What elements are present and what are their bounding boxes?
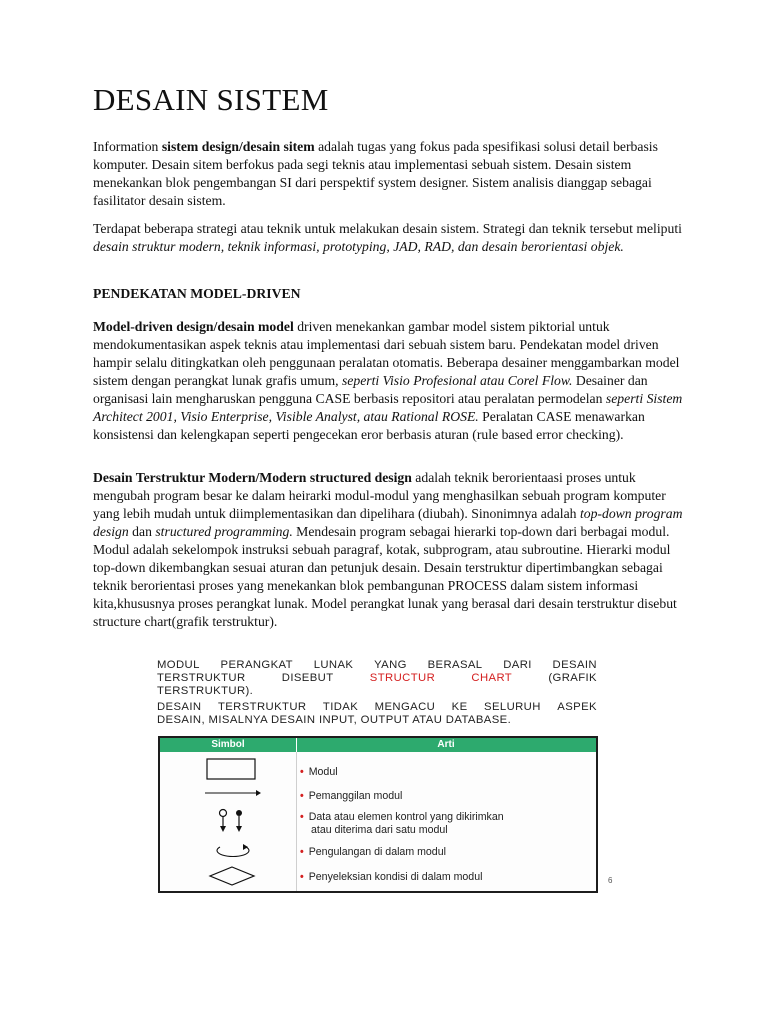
table-header	[160, 738, 596, 752]
slide-line-5: DESAIN, MISALNYA DESAIN INPUT, OUTPUT ATAU DATABASE.	[157, 714, 512, 726]
model-driven-paragraph: Model-driven design/desain model driven menekankan gambar model sistem piktorial untuk mendokumentasikan aspek teknis atau implementasi dari sebuah sistem baru. Pendekatan model driven hampir selalu ditingkatkan oleh penggunaan peralatan otomatis. Beberapa desainer menggambarkan model sistem dengan perangkat lunak grafis umum, seperti Visio Profesional atau Corel Flow. Desainer dan organisasi lain mengharuskan pengguna CASE berbasis repositori atau peralatan permodelan seperti Sistem Architect 2001, Visio Enterprise, Visible Analyst, atau Rational ROSE. Peralatan CASE menawarkan konsistensi dan kelengkapan seperti pengecekan eror berbasis aturan (rule based error checking).	[93, 319, 683, 442]
intro-paragraph-2: Terdapat beberapa strategi atau teknik untuk melakukan desain sistem. Strategi dan teknik tersebut meliputi desain struktur modern, teknik informasi, prototyping, JAD, RAD, dan desain berorientasi objek.	[93, 221, 682, 254]
table-row: • Modul	[300, 766, 338, 778]
table-row: • Penyeleksian kondisi di dalam modul	[300, 871, 483, 883]
symbol-table	[158, 736, 598, 893]
header-meaning: Arti	[437, 739, 455, 750]
structure-chart-slide	[150, 655, 620, 895]
slide-line-3: TERSTRUKTUR).	[157, 685, 254, 697]
header-symbol: Simbol	[211, 739, 245, 750]
column-divider	[296, 752, 297, 891]
loop-icon	[212, 842, 254, 860]
header-divider	[296, 738, 297, 752]
table-row: • Pengulangan di dalam modul	[300, 846, 446, 858]
rectangle-icon	[206, 758, 256, 782]
diamond-icon	[208, 865, 256, 887]
table-row: • Data atau elemen kontrol yang dikirimkan	[300, 811, 504, 823]
slide-line-4: DESAIN TERSTRUKTUR TIDAK MENGACU KE SELURUH ASPEK	[157, 701, 597, 713]
table-row-continuation: atau diterima dari satu modul	[311, 824, 448, 836]
table-row: • Pemanggilan modul	[300, 790, 403, 802]
intro-paragraph-1: Information sistem design/desain sitem adalah tugas yang fokus pada spesifikasi solusi detail berbasis komputer. Desain sitem berfokus pada segi teknis atau implementasi sebuah sistem. Desain sistem menekankan blok pengembangan SI dari perspektif system designer. Sistem analisis dianggap sebagai fasilitator desain sistem.	[93, 139, 658, 208]
couple-icon	[215, 808, 249, 834]
section-heading: PENDEKATAN MODEL-DRIVEN	[93, 286, 301, 301]
slide-page-number: 6	[608, 876, 613, 885]
arrow-icon	[204, 788, 262, 798]
page-title: DESAIN SISTEM	[93, 82, 329, 117]
structured-design-paragraph: Desain Terstruktur Modern/Modern structured design adalah teknik berorientaasi proses untuk mengubah program besar ke dalam heirarki modul-modul yang menghasilkan sebuah program komputer yang lebih mudah untuk diimplementasikan dan dipelihara (diubah). Sinonimnya adalah top-down program design dan structured programming. Mendesain program sebagai hierarki top-down dari berbagai modul. Modul adalah sekelompok instruksi sebuah paragraf, kotak, subprogram, atau subroutine. Hierarki modul top-down dikembangkan sesuai aturan dan petunjuk desain. Desain terstruktur dipertimbangkan sebagai teknik berorientasi proses yang menekankan blok pembangunan PROCESS dalam sistem informasi kita,khususnya proses perangkat lunak. Model perangkat lunak yang berasal dari desain terstruktur disebut structure chart(grafik terstruktur).	[93, 470, 683, 629]
slide-line-1: MODUL PERANGKAT LUNAK YANG BERASAL DARI DESAIN	[157, 659, 597, 671]
slide-line-2: TERSTRUKTUR DISEBUT STRUCTUR CHART (GRAFIK	[157, 672, 597, 684]
